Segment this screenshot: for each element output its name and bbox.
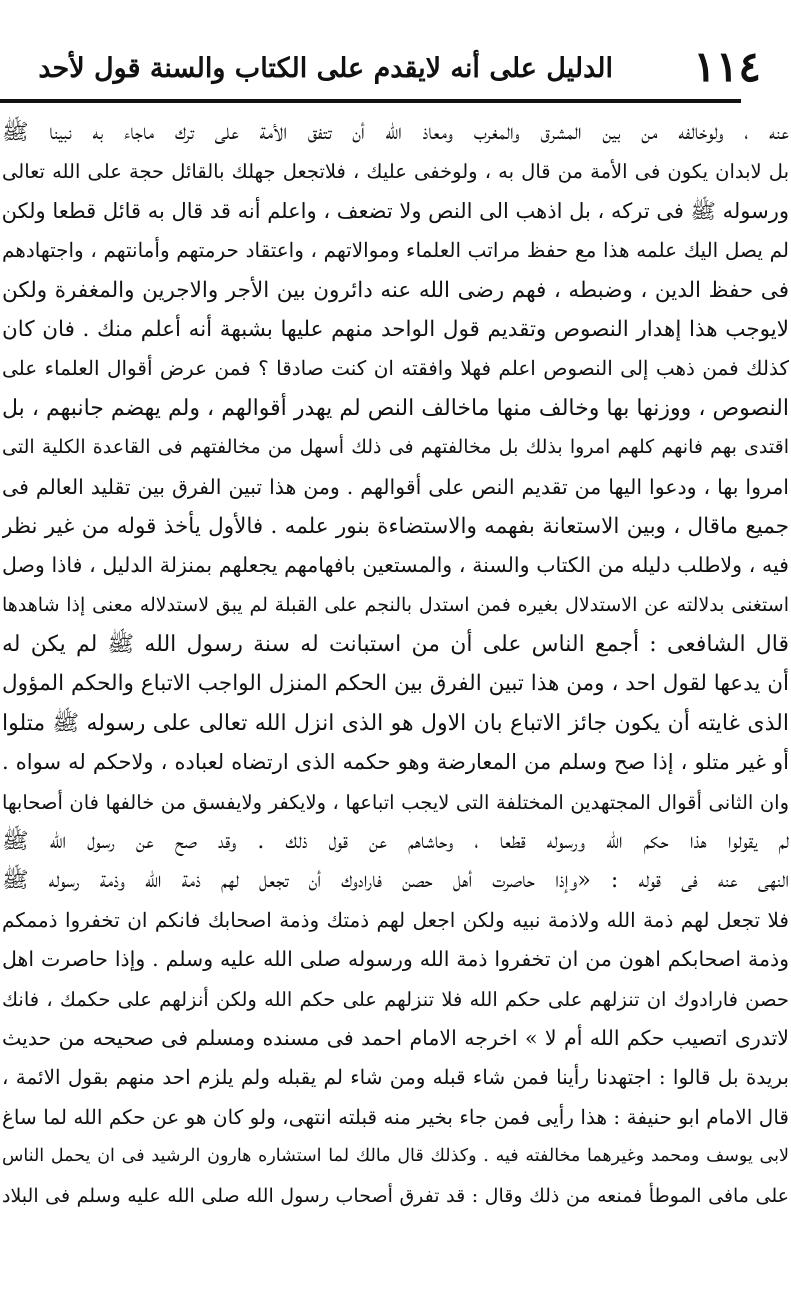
text-line: قال الشافعى : أجمع الناس على أن من استبانت له سنة رسول الله ﷺ لم يكن له bbox=[2, 632, 789, 658]
page-number: ١١٤ bbox=[693, 42, 761, 91]
text-line: أو غير متلو ، إذا صح وسلم من المعارضة وهو حكمه الذى ارتضاه لعباده ، ولاحكم له سواه . bbox=[2, 750, 789, 775]
body-text bbox=[2, 113, 789, 1216]
text-line: الذى غايته أن يكون جائز الاتباع بان الاول هو الذى انزل الله تعالى على رسوله ﷺ متلوا bbox=[2, 710, 789, 736]
text-line: عنه ، ولوخالفه من بين المشرق والمغرب ومعاذ الله أن تتفق الأمة على ترك ماجاء به نبينا ﷺ bbox=[2, 120, 789, 145]
text-line: على مافى الموطأ فمنعه من ذلك وقال : قد تفرق أصحاب رسول الله صلى الله عليه وسلم فى البلاد bbox=[2, 1184, 789, 1207]
text-line: فلا تجعل لهم ذمة الله ولاذمة نبيه ولكن اجعل لهم ذمتك وذمة اصحابك فانكم ان تخفروا ذممكم bbox=[2, 907, 789, 932]
text-line: كذلك فمن ذهب إلى النصوص اعلم فهلا وافقته ان كنت صادقا ؟ فمن عرض أقوال العلماء على bbox=[2, 356, 789, 381]
text-line: حصن فارادوك ان تنزلهم على حكم الله فلا تنزلهم على حكم الله ولكن أنزلهم على حكمك ، فانك bbox=[2, 987, 789, 1011]
text-line: وذمة اصحابكم اهون من ان تخفروا ذمة الله ورسوله صلى الله عليه وسلم . وإذا حاصرت اهل bbox=[2, 947, 789, 972]
text-line: امروا بها ، ودعوا اليها من تقديم النص على أقوالهم . ومن هذا تبين الفرق بين تقليد العالم فى bbox=[2, 474, 789, 499]
text-line: فيه ، ولاطلب دليله من الكتاب والسنة ، والمستعين بافهامهم يجعلهم بمنزلة الدليل ، فاذا وصل bbox=[2, 553, 789, 578]
text-line: اقتدى بهم فانهم كلهم امروا بذلك بل مخالفتهم فى ذلك أسهل من مخالفتهم فى القاعدة الكلية التى bbox=[2, 436, 789, 459]
text-line: النصوص ، ووزنها بها وخالف منها ماخالف النص لم يهدر أقوالهم ، ولم يهضم جانبهم ، بل bbox=[2, 395, 789, 421]
text-line: قال الامام ابو حنيفة : هذا رأيى فمن جاء بخير منه قبلته انتهى، ولو كان هو عن حكم الله لما ساغ bbox=[2, 1104, 789, 1129]
text-line: لم يقولوا هذا حكم الله ورسوله قطعا ، وحاشاهم عن قول ذلك . وقد صح عن رسول الله ﷺ bbox=[2, 829, 789, 855]
text-line: ورسوله ﷺ فى تركه ، بل اذهب الى النص ولا تضعف ، واعلم أنه قد قال به قائل قطعا ولكن bbox=[2, 198, 789, 223]
text-line: فى حفظ الدين ، وضبطه ، فهم رضى الله عنه دائرون بين الأجر والاجرين والمغفرة ولكن bbox=[2, 277, 789, 303]
page-header bbox=[4, 40, 781, 96]
text-line: بل لابدان يكون فى الأمة من قال به ، ولوخفى عليك ، فلاتجعل جهلك بالقائل حجة على الله تعالى bbox=[2, 160, 789, 184]
header-rule bbox=[0, 99, 741, 103]
text-line: أن يدعها لقول احد ، ومن هذا تبين الفرق بين الحكم المنزل الواجب الاتباع والحكم المؤول bbox=[2, 671, 789, 697]
text-line: لابى يوسف ومحمد وغيرهما مخالفته فيه . وكذلك قال مالك لما استشاره هارون الرشيد فى ان يحمل الناس bbox=[2, 1146, 789, 1167]
text-line: استغنى بدلالته عن الاستدلال بغيره فمن استدل بالنجم على القبلة لم يبق لاستدلاله معنى إذا شاهدها bbox=[2, 593, 789, 616]
text-line: لاتدرى اتصيب حكم الله أم لا » اخرجه الامام احمد فى مسنده ومسلم فى صحيحه من حديث bbox=[2, 1025, 789, 1050]
text-line: وان الثانى أقوال المجتهدين المختلفة التى لايجب اتباعها ، ولايكفر ولايفسق من خالفها فان أصحابها bbox=[2, 790, 789, 814]
text-line: النهى عنه فى قوله : «وإذا حاصرت أهل حصن فارادوك أن تجعل لهم ذمة الله وذمة رسوله ﷺ bbox=[2, 868, 789, 894]
text-line: لم يصل اليك علمه هذا مع حفظ مراتب العلماء وموالاتهم ، واعتقاد حرمتهم وأمانتهم ، واجتهادهم bbox=[2, 238, 789, 263]
running-title: الدليل على أنه لايقدم على الكتاب والسنة قول لأحد bbox=[38, 53, 613, 84]
text-line: لايوجب هذا إهدار النصوص وتقديم قول الواحد منهم عليها بشبهة أنه أعلم منك . فان كان bbox=[2, 316, 789, 342]
text-line: جميع ماقال ، وبين الاستعانة بفهمه والاستضاءة بنور علمه . فالأول يأخذ قوله من غير نظر bbox=[2, 513, 789, 539]
text-line: بريدة بل قالوا : اجتهدنا رأينا فمن شاء قبله ومن شاء لم يقبله ولم يلزم احد منهم بقول الائمة ، bbox=[2, 1065, 789, 1090]
